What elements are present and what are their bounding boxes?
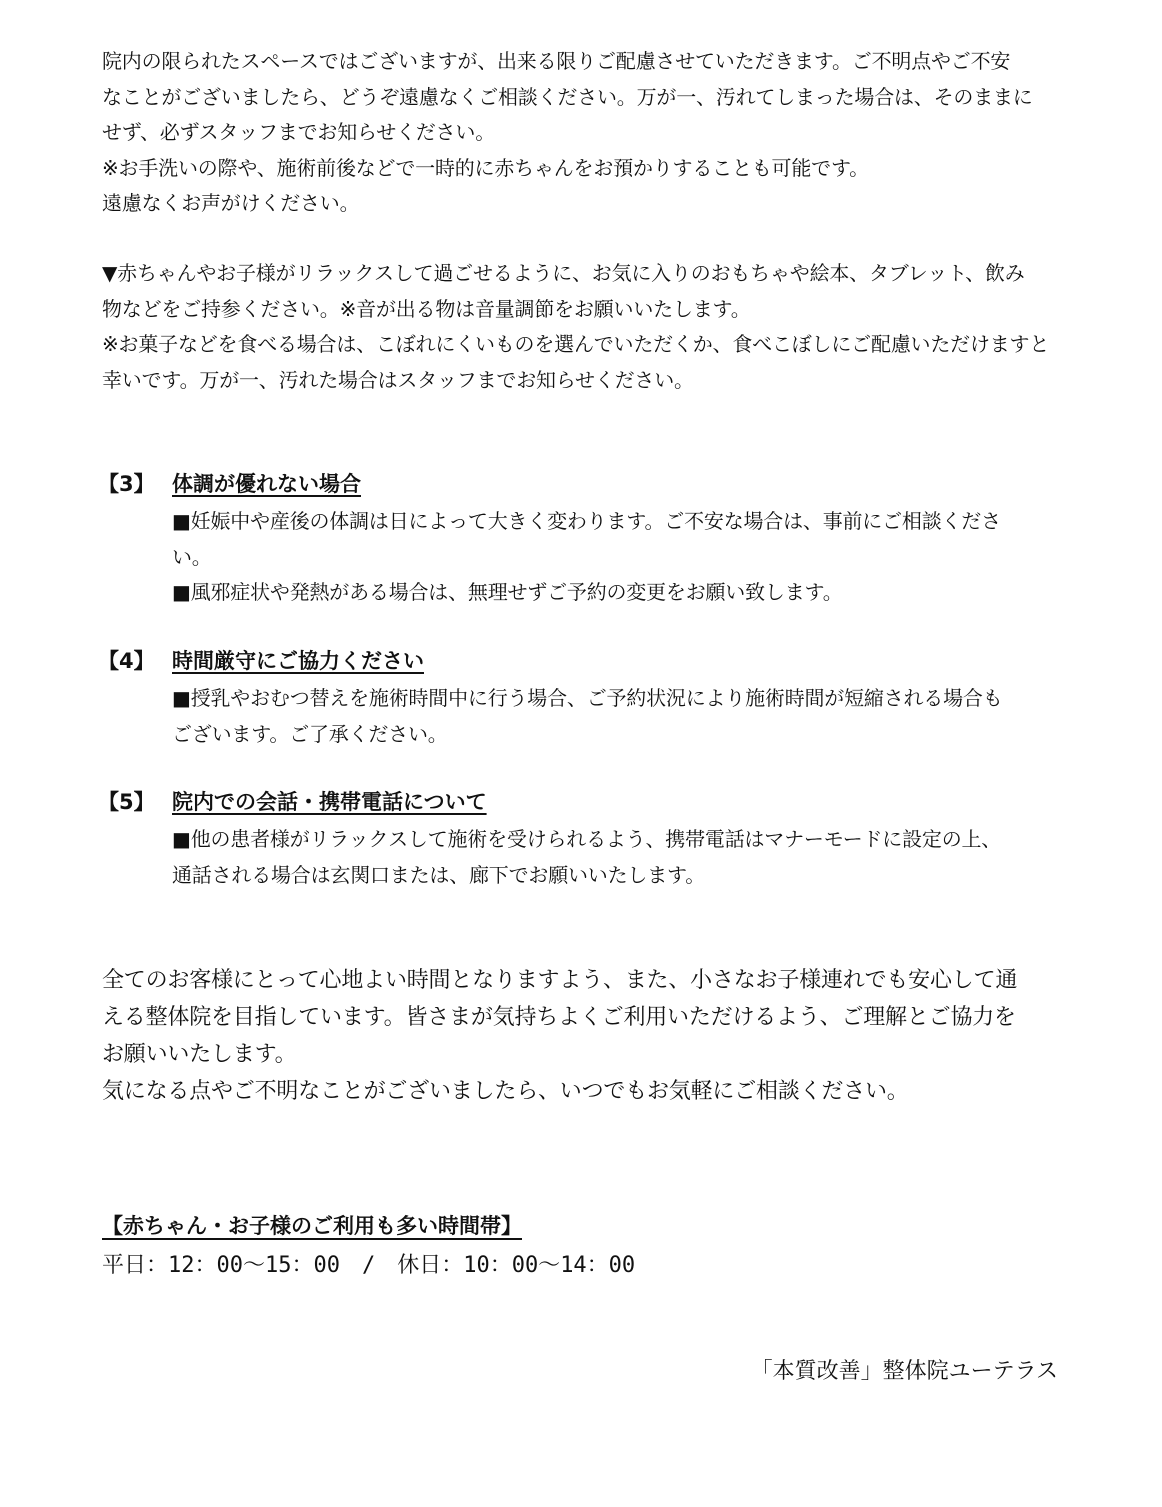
toys-note-line: 幸いです。万が一、汚れた場合はスタッフまでお知らせください。 [102,367,694,392]
intro-line: 院内の限られたスペースではございますが、出来る限りご配慮させていただきます。ご不明点やご不安 [102,49,1011,73]
section-title: 体調が優れない場合 [172,472,361,496]
closing-line: 気になる点やご不明なことがございましたら、いつでもお気軽にご相談ください。 [102,1079,909,1104]
section-body [172,504,1064,611]
busy-hours-times: 平日：12：00～15：00 / 休日：10：00～14：00 [102,1253,636,1278]
closing-line: 全てのお客様にとって心地よい時間となりますよう、また、小さなお子様連れでも安心して通 [102,968,1018,993]
intro-note-line: 遠慮なくお声がけください。 [102,191,360,215]
section-3 [98,468,1064,611]
section-header [98,645,1064,681]
intro-paragraph [102,44,1064,222]
section-title: 時間厳守にご協力ください [172,649,424,673]
section-line: ■風邪症状や発熱がある場合は、無理せずご予約の変更をお願い致します。 [172,580,843,604]
busy-hours-title: 【赤ちゃん・お子様のご利用も多い時間帯】 [102,1214,522,1238]
toys-line: 物などをご持参ください。※音が出る物は音量調節をお願いいたします。 [102,296,751,321]
clinic-signature: 「本質改善」整体院ユーテラス [750,1359,1058,1384]
section-5 [98,786,1064,893]
section-body [172,822,1064,893]
intro-note-line: ※お手洗いの際や、施術前後などで一時的に赤ちゃんをお預かりすることも可能です。 [102,155,869,180]
section-line: ■妊娠中や産後の体調は日によって大きく変わります。ご不安な場合は、事前にご相談くださ [172,509,1001,533]
section-line: ございます。ご了承ください。 [172,721,448,746]
section-line: い。 [172,544,212,569]
intro-line: せず、必ずスタッフまでお知らせください。 [102,120,495,144]
section-body [172,681,1064,752]
intro-line: なことがございましたら、どうぞ遠慮なくご相談ください。万が一、汚れてしまった場合は、そのままに [102,84,1033,109]
toys-line: ▼赤ちゃんやお子様がリラックスして過ごせるように、お気に入りのおもちゃや絵本、タブレット、飲み [102,261,1025,285]
section-line: ■他の患者様がリラックスして施術を受けられるよう、携帯電話はマナーモードに設定の上、 [172,827,1002,851]
section-line: 通話される場合は玄関口または、廊下でお願いいたします。 [172,862,705,887]
closing-line: える整体院を目指しています。皆さまが気持ちよくご利用いただけるよう、ご理解とご協力を [102,1005,1016,1030]
section-4 [98,645,1064,752]
section-header [98,468,1064,504]
section-line: ■授乳やおむつ替えを施術時間中に行う場合、ご予約状況により施術時間が短縮される場合も [172,686,1003,710]
section-number: 【5】 [98,790,155,814]
section-title: 院内での会話・携帯電話について [172,790,487,814]
closing-line: お願いいたします。 [102,1042,297,1067]
closing-paragraph [102,962,1064,1110]
section-number: 【3】 [98,472,155,496]
section-header [98,786,1064,822]
section-number: 【4】 [98,649,155,673]
toys-note-line: ※お菓子などを食べる場合は、こぼれにくいものを選んでいただくか、食べこぼしにご配慮いただけますと [102,332,1050,356]
toys-paragraph [102,256,1064,398]
